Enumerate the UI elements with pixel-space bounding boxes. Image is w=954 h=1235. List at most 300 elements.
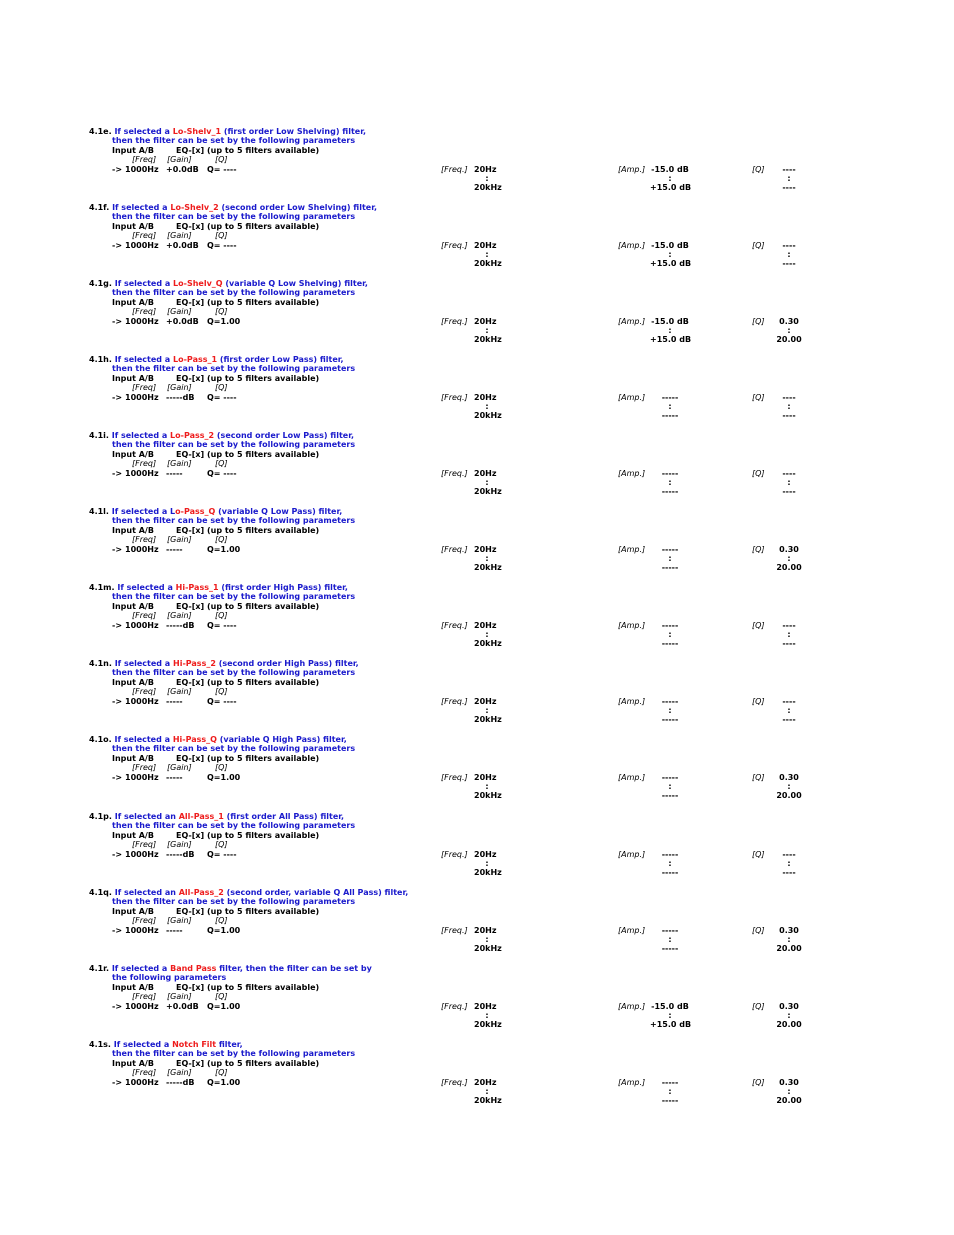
input-label: Input A/B: [112, 374, 154, 383]
freq-range-max: 20kHz: [474, 715, 502, 724]
heading-prefix: If selected an: [114, 812, 179, 821]
heading-prefix: If selected a: [114, 279, 174, 288]
amp-range-min: -15.0 dB: [651, 317, 689, 326]
col-q-label: [Q]: [215, 916, 228, 925]
heading-prefix: If selected a: [111, 431, 171, 440]
freq-value: 1000Hz: [125, 850, 159, 859]
amp-range-colon: :: [668, 935, 672, 944]
section-number: 4.1g.: [89, 279, 112, 288]
heading-prefix: If selected a: [112, 203, 171, 212]
section-subheading: then the filter can be set by the following parameters: [112, 592, 356, 601]
freq-value: 1000Hz: [125, 621, 159, 630]
q-range-max: ----: [782, 639, 796, 648]
amp-range-min: -----: [661, 697, 679, 706]
q-range-colon: :: [787, 1087, 791, 1096]
eq-label: EQ-[x] (up to 5 filters available): [176, 678, 320, 687]
freq-range-colon: :: [485, 554, 489, 563]
filter-name: Band Pass: [170, 964, 217, 973]
amp-range-min: -----: [661, 1078, 679, 1087]
amp-range-max: +15.0 dB: [650, 183, 692, 192]
filter-section: [0, 735, 954, 811]
heading-suffix: (variable Q Low Shelving) filter,: [222, 279, 368, 288]
amp-range-label: [Amp.]: [618, 165, 646, 174]
amp-range-colon: :: [668, 554, 672, 563]
eq-label: EQ-[x] (up to 5 filters available): [176, 602, 320, 611]
col-q-label: [Q]: [215, 307, 228, 316]
q-range-colon: :: [787, 326, 791, 335]
q-range-max: 20.00: [776, 1096, 802, 1105]
amp-range-min: -15.0 dB: [651, 165, 689, 174]
col-q-label: [Q]: [215, 992, 228, 1001]
section-subheading: the following parameters: [112, 973, 227, 982]
heading-suffix: (second order Low Shelving) filter,: [218, 203, 378, 212]
amp-range-colon: :: [668, 782, 672, 791]
amp-range-colon: :: [668, 1087, 672, 1096]
q-value: Q=1.00: [207, 1002, 241, 1011]
col-q-label: [Q]: [215, 687, 228, 696]
amp-range-label: [Amp.]: [618, 469, 646, 478]
q-value: Q= ----: [207, 469, 237, 478]
amp-range-label: [Amp.]: [618, 317, 646, 326]
q-range-label: [Q]: [752, 165, 765, 174]
freq-range-min: 20Hz: [474, 165, 497, 174]
heading-prefix: If selected a: [114, 127, 173, 136]
section-number: 4.1q.: [89, 888, 112, 897]
freq-range-label: [Freq.]: [441, 1078, 468, 1087]
gain-value: +0.0dB: [166, 1002, 199, 1011]
col-freq-label: [Freq]: [132, 840, 157, 849]
amp-range-max: -----: [661, 411, 679, 420]
filter-name: Lo-Pass_1: [173, 355, 218, 364]
freq-range-label: [Freq.]: [441, 317, 468, 326]
col-freq-label: [Freq]: [132, 611, 157, 620]
section-subheading: then the filter can be set by the following parameters: [112, 1049, 356, 1058]
heading-prefix: If selected a: [114, 355, 173, 364]
freq-range-max: 20kHz: [474, 868, 502, 877]
amp-range-colon: :: [668, 250, 672, 259]
heading-suffix: filter,: [216, 1040, 243, 1049]
q-value: Q=1.00: [207, 926, 241, 935]
amp-range-max: -----: [661, 868, 679, 877]
freq-value: 1000Hz: [125, 393, 159, 402]
col-freq-label: [Freq]: [132, 307, 157, 316]
q-value: Q= ----: [207, 850, 237, 859]
amp-range-colon: :: [668, 478, 672, 487]
amp-range-max: +15.0 dB: [650, 259, 692, 268]
col-freq-label: [Freq]: [132, 383, 157, 392]
col-freq-label: [Freq]: [132, 763, 157, 772]
q-range-colon: :: [787, 706, 791, 715]
heading-suffix: (first order All Pass) filter,: [223, 812, 345, 821]
freq-value: 1000Hz: [125, 697, 159, 706]
freq-range-label: [Freq.]: [441, 1002, 468, 1011]
freq-range-max: 20kHz: [474, 259, 502, 268]
col-freq-label: [Freq]: [132, 916, 157, 925]
q-range-min: 0.30: [779, 1078, 799, 1087]
freq-range-min: 20Hz: [474, 393, 497, 402]
freq-range-label: [Freq.]: [441, 773, 468, 782]
gain-value: -----dB: [166, 621, 195, 630]
gain-value: -----: [166, 926, 183, 935]
col-freq-label: [Freq]: [132, 1068, 157, 1077]
q-range-colon: :: [787, 935, 791, 944]
freq-range-min: 20Hz: [474, 1078, 497, 1087]
arrow: ->: [112, 773, 123, 782]
freq-range-label: [Freq.]: [441, 393, 468, 402]
q-range-max: ----: [782, 715, 796, 724]
heading-prefix: If selected an: [114, 888, 179, 897]
freq-range-label: [Freq.]: [441, 697, 468, 706]
section-subheading: then the filter can be set by the following parameters: [112, 364, 356, 373]
heading-suffix: (first order Low Pass) filter,: [217, 355, 344, 364]
arrow: ->: [112, 469, 123, 478]
freq-range-max: 20kHz: [474, 487, 502, 496]
heading-suffix: (first order Low Shelving) filter,: [221, 127, 367, 136]
amp-range-label: [Amp.]: [618, 241, 646, 250]
amp-range-label: [Amp.]: [618, 545, 646, 554]
amp-range-max: +15.0 dB: [650, 335, 692, 344]
q-range-label: [Q]: [752, 469, 765, 478]
arrow: ->: [112, 926, 123, 935]
heading-suffix: (first order High Pass) filter,: [218, 583, 348, 592]
freq-value: 1000Hz: [125, 241, 159, 250]
col-q-label: [Q]: [215, 231, 228, 240]
filter-section: [0, 507, 954, 583]
arrow: ->: [112, 850, 123, 859]
col-q-label: [Q]: [215, 383, 228, 392]
q-value: Q= ----: [207, 393, 237, 402]
section-subheading: then the filter can be set by the following parameters: [112, 136, 356, 145]
section-number: 4.1e.: [89, 127, 112, 136]
eq-label: EQ-[x] (up to 5 filters available): [176, 1059, 320, 1068]
input-label: Input A/B: [112, 450, 154, 459]
section-subheading: then the filter can be set by the following parameters: [112, 897, 356, 906]
col-q-label: [Q]: [215, 155, 228, 164]
amp-range-max: -----: [661, 639, 679, 648]
col-gain-label: [Gain]: [167, 763, 192, 772]
section-subheading: then the filter can be set by the following parameters: [112, 212, 356, 221]
col-q-label: [Q]: [215, 763, 228, 772]
freq-range-label: [Freq.]: [441, 165, 468, 174]
filter-section: [0, 127, 954, 203]
gain-value: -----: [166, 469, 183, 478]
col-q-label: [Q]: [215, 1068, 228, 1077]
arrow: ->: [112, 621, 123, 630]
input-label: Input A/B: [112, 298, 154, 307]
amp-range-label: [Amp.]: [618, 926, 646, 935]
freq-range-colon: :: [485, 250, 489, 259]
amp-range-max: +15.0 dB: [650, 1020, 692, 1029]
col-freq-label: [Freq]: [132, 535, 157, 544]
q-value: Q= ----: [207, 241, 237, 250]
amp-range-label: [Amp.]: [618, 697, 646, 706]
eq-label: EQ-[x] (up to 5 filters available): [176, 146, 320, 155]
amp-range-min: -----: [661, 773, 679, 782]
filter-name: Lo-Shelv_2: [170, 203, 219, 212]
amp-range-min: -----: [661, 545, 679, 554]
freq-range-colon: :: [485, 1011, 489, 1020]
freq-range-colon: :: [485, 1087, 489, 1096]
amp-range-colon: :: [668, 174, 672, 183]
q-range-label: [Q]: [752, 317, 765, 326]
q-range-colon: :: [787, 630, 791, 639]
col-gain-label: [Gain]: [167, 916, 192, 925]
q-range-max: ----: [782, 259, 796, 268]
q-range-min: ----: [782, 469, 796, 478]
freq-range-min: 20Hz: [474, 241, 497, 250]
arrow: ->: [112, 165, 123, 174]
filter-section: [0, 1040, 954, 1116]
filter-name: Lo-Shelv_Q: [173, 279, 223, 288]
input-label: Input A/B: [112, 222, 154, 231]
q-range-min: ----: [782, 393, 796, 402]
col-gain-label: [Gain]: [167, 992, 192, 1001]
q-range-label: [Q]: [752, 850, 765, 859]
col-q-label: [Q]: [215, 611, 228, 620]
q-range-colon: :: [787, 402, 791, 411]
gain-value: +0.0dB: [166, 165, 199, 174]
section-subheading: then the filter can be set by the following parameters: [112, 516, 356, 525]
input-label: Input A/B: [112, 146, 154, 155]
q-range-max: ----: [782, 868, 796, 877]
q-range-min: 0.30: [779, 545, 799, 554]
eq-label: EQ-[x] (up to 5 filters available): [176, 907, 320, 916]
col-gain-label: [Gain]: [167, 1068, 192, 1077]
col-gain-label: [Gain]: [167, 611, 192, 620]
col-freq-label: [Freq]: [132, 687, 157, 696]
q-range-label: [Q]: [752, 926, 765, 935]
gain-value: -----: [166, 545, 183, 554]
amp-range-label: [Amp.]: [618, 773, 646, 782]
q-range-colon: :: [787, 174, 791, 183]
freq-range-min: 20Hz: [474, 850, 497, 859]
q-range-min: 0.30: [779, 1002, 799, 1011]
freq-range-label: [Freq.]: [441, 621, 468, 630]
col-gain-label: [Gain]: [167, 383, 192, 392]
amp-range-min: -15.0 dB: [651, 241, 689, 250]
eq-label: EQ-[x] (up to 5 filters available): [176, 754, 320, 763]
input-label: Input A/B: [112, 1059, 154, 1068]
input-label: Input A/B: [112, 831, 154, 840]
q-range-max: ----: [782, 411, 796, 420]
freq-range-min: 20Hz: [474, 317, 497, 326]
input-label: Input A/B: [112, 678, 154, 687]
heading-prefix: If selected a: [111, 964, 171, 973]
freq-value: 1000Hz: [125, 545, 159, 554]
heading-suffix: (variable Q High Pass) filter,: [216, 735, 347, 744]
amp-range-max: -----: [661, 715, 679, 724]
input-label: Input A/B: [112, 983, 154, 992]
q-value: Q=1.00: [207, 773, 241, 782]
input-label: Input A/B: [112, 602, 154, 611]
q-value: Q=1.00: [207, 317, 241, 326]
arrow: ->: [112, 697, 123, 706]
col-freq-label: [Freq]: [132, 992, 157, 1001]
freq-range-colon: :: [485, 782, 489, 791]
amp-range-colon: :: [668, 630, 672, 639]
section-subheading: then the filter can be set by the following parameters: [112, 288, 356, 297]
freq-range-max: 20kHz: [474, 791, 502, 800]
filter-section: [0, 583, 954, 659]
filter-section: [0, 659, 954, 735]
heading-suffix: (second order, variable Q All Pass) filter,: [223, 888, 409, 897]
gain-value: +0.0dB: [166, 241, 199, 250]
heading-prefix: If selected a: [114, 659, 173, 668]
eq-label: EQ-[x] (up to 5 filters available): [176, 374, 320, 383]
q-range-label: [Q]: [752, 241, 765, 250]
amp-range-min: -----: [661, 469, 679, 478]
col-gain-label: [Gain]: [167, 307, 192, 316]
freq-value: 1000Hz: [125, 1002, 159, 1011]
freq-range-min: 20Hz: [474, 469, 497, 478]
freq-range-min: 20Hz: [474, 697, 497, 706]
heading-suffix: filter, then the filter can be set by: [216, 964, 372, 973]
freq-value: 1000Hz: [125, 165, 159, 174]
input-label: Input A/B: [112, 907, 154, 916]
q-range-min: ----: [782, 165, 796, 174]
eq-label: EQ-[x] (up to 5 filters available): [176, 222, 320, 231]
amp-range-max: -----: [661, 1096, 679, 1105]
freq-range-min: 20Hz: [474, 1002, 497, 1011]
input-label: Input A/B: [112, 754, 154, 763]
section-subheading: then the filter can be set by the following parameters: [112, 668, 356, 677]
heading-prefix: If selected a: [113, 1040, 173, 1049]
amp-range-min: -15.0 dB: [651, 1002, 689, 1011]
freq-value: 1000Hz: [125, 317, 159, 326]
amp-range-colon: :: [668, 1011, 672, 1020]
col-gain-label: [Gain]: [167, 231, 192, 240]
freq-range-label: [Freq.]: [441, 241, 468, 250]
section-number: 4.1r.: [89, 964, 110, 973]
filter-name: Lo-Shelv_1: [172, 127, 222, 136]
col-gain-label: [Gain]: [167, 459, 192, 468]
q-range-colon: :: [787, 1011, 791, 1020]
q-range-max: 20.00: [776, 335, 802, 344]
section-subheading: then the filter can be set by the following parameters: [112, 821, 356, 830]
section-number: 4.1s.: [89, 1040, 111, 1049]
freq-range-min: 20Hz: [474, 773, 497, 782]
eq-label: EQ-[x] (up to 5 filters available): [176, 983, 320, 992]
freq-range-colon: :: [485, 706, 489, 715]
q-range-min: ----: [782, 697, 796, 706]
q-range-colon: :: [787, 250, 791, 259]
section-number: 4.1n.: [89, 659, 112, 668]
freq-range-label: [Freq.]: [441, 926, 468, 935]
freq-range-min: 20Hz: [474, 545, 497, 554]
amp-range-max: -----: [661, 563, 679, 572]
filter-name: o-Pass_Q: [175, 507, 216, 516]
q-range-min: ----: [782, 241, 796, 250]
amp-range-min: -----: [661, 621, 679, 630]
q-value: Q= ----: [207, 697, 237, 706]
filter-section: [0, 964, 954, 1040]
amp-range-max: -----: [661, 791, 679, 800]
amp-range-label: [Amp.]: [618, 621, 646, 630]
filter-section: [0, 888, 954, 964]
section-number: 4.1m.: [89, 583, 115, 592]
q-range-min: 0.30: [779, 773, 799, 782]
heading-prefix: If selected a L: [111, 507, 176, 516]
q-range-label: [Q]: [752, 697, 765, 706]
gain-value: -----: [166, 697, 183, 706]
q-range-max: 20.00: [776, 1020, 802, 1029]
q-range-label: [Q]: [752, 621, 765, 630]
freq-range-min: 20Hz: [474, 621, 497, 630]
filter-section: [0, 203, 954, 279]
filter-name: Lo-Pass_2: [170, 431, 215, 440]
col-gain-label: [Gain]: [167, 535, 192, 544]
gain-value: -----dB: [166, 393, 195, 402]
arrow: ->: [112, 241, 123, 250]
amp-range-min: -----: [661, 393, 679, 402]
q-range-max: 20.00: [776, 944, 802, 953]
q-range-min: ----: [782, 850, 796, 859]
q-value: Q= ----: [207, 165, 237, 174]
freq-range-label: [Freq.]: [441, 545, 468, 554]
filter-name: All-Pass_2: [178, 888, 224, 897]
filter-name: All-Pass_1: [178, 812, 224, 821]
section-number: 4.1l.: [89, 507, 109, 516]
q-value: Q= ----: [207, 621, 237, 630]
q-range-max: 20.00: [776, 791, 802, 800]
amp-range-label: [Amp.]: [618, 850, 646, 859]
freq-value: 1000Hz: [125, 1078, 159, 1087]
amp-range-max: -----: [661, 487, 679, 496]
q-range-colon: :: [787, 782, 791, 791]
input-label: Input A/B: [112, 526, 154, 535]
col-q-label: [Q]: [215, 459, 228, 468]
amp-range-label: [Amp.]: [618, 393, 646, 402]
arrow: ->: [112, 1078, 123, 1087]
freq-range-colon: :: [485, 326, 489, 335]
freq-range-max: 20kHz: [474, 1020, 502, 1029]
q-range-colon: :: [787, 859, 791, 868]
filter-name: Hi-Pass_2: [173, 659, 216, 668]
amp-range-label: [Amp.]: [618, 1078, 646, 1087]
section-number: 4.1h.: [89, 355, 112, 364]
filter-section: [0, 355, 954, 431]
section-number: 4.1p.: [89, 812, 112, 821]
q-range-min: 0.30: [779, 926, 799, 935]
filter-section: [0, 431, 954, 507]
freq-range-max: 20kHz: [474, 411, 502, 420]
freq-value: 1000Hz: [125, 469, 159, 478]
freq-range-label: [Freq.]: [441, 850, 468, 859]
section-number: 4.1o.: [89, 735, 112, 744]
arrow: ->: [112, 317, 123, 326]
freq-range-max: 20kHz: [474, 563, 502, 572]
q-range-min: ----: [782, 621, 796, 630]
q-range-label: [Q]: [752, 545, 765, 554]
q-range-label: [Q]: [752, 393, 765, 402]
section-number: 4.1i.: [89, 431, 109, 440]
q-range-min: 0.30: [779, 317, 799, 326]
col-freq-label: [Freq]: [132, 459, 157, 468]
q-range-max: 20.00: [776, 563, 802, 572]
col-freq-label: [Freq]: [132, 231, 157, 240]
arrow: ->: [112, 393, 123, 402]
q-value: Q=1.00: [207, 1078, 241, 1087]
freq-value: 1000Hz: [125, 926, 159, 935]
col-q-label: [Q]: [215, 535, 228, 544]
heading-suffix: (second order High Pass) filter,: [215, 659, 359, 668]
q-range-max: ----: [782, 487, 796, 496]
section-number: 4.1f.: [89, 203, 110, 212]
col-q-label: [Q]: [215, 840, 228, 849]
eq-label: EQ-[x] (up to 5 filters available): [176, 298, 320, 307]
freq-range-colon: :: [485, 478, 489, 487]
eq-label: EQ-[x] (up to 5 filters available): [176, 450, 320, 459]
